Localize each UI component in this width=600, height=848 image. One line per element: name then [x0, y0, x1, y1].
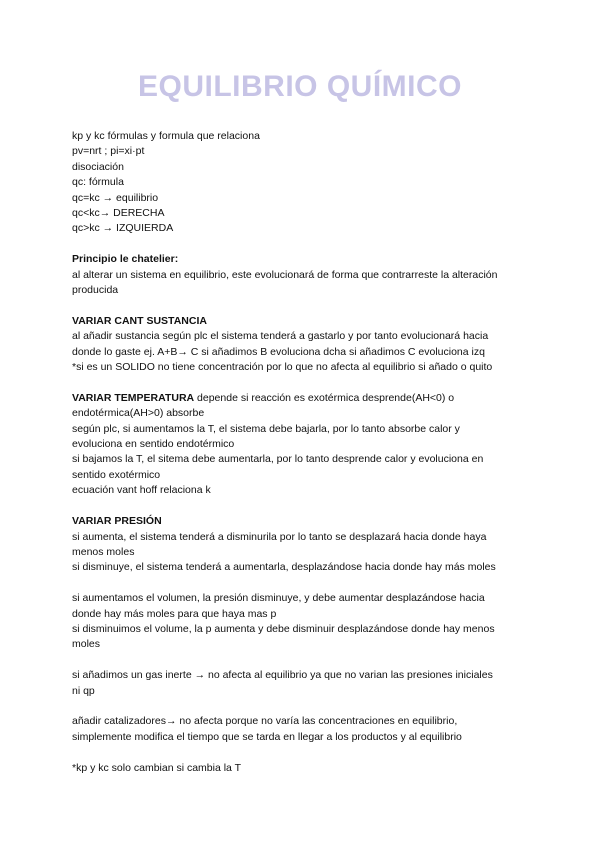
paragraph-line: endotérmica(AH>0) absorbe — [72, 407, 205, 420]
paragraph-line: ni qp — [72, 684, 95, 697]
spacer — [72, 576, 532, 591]
spacer — [72, 745, 532, 760]
footnote: *kp y kc solo cambian si cambia la T — [72, 761, 242, 774]
document-body — [72, 129, 532, 776]
spacer — [72, 375, 532, 390]
section-heading-chatelier: Principio le chatelier: — [72, 253, 179, 266]
paragraph-line: añadir catalizadores→ no afecta porque no varía las concentraciones en equilibrio, — [72, 715, 458, 728]
paragraph-line: sentido exotérmico — [72, 468, 161, 481]
section-heading-cant-sustancia: VARIAR CANT SUSTANCIA — [72, 314, 207, 327]
paragraph-line: producida — [72, 284, 119, 297]
paragraph-line: moles — [72, 638, 101, 651]
intro-line: qc<kc→ DERECHA — [72, 207, 165, 220]
paragraph-line: donde lo gaste ej. A+B→ C si añadimos B evoluciona dcha si añadimos C evoluciona izq — [72, 345, 485, 358]
paragraph-line — [72, 391, 532, 406]
intro-line: kp y kc fórmulas y formula que relaciona — [72, 130, 260, 142]
intro-line: disociación — [72, 160, 124, 173]
section-heading-temperatura: VARIAR TEMPERATURA — [72, 391, 195, 404]
paragraph-line: evoluciona en sentido endotérmico — [72, 438, 235, 451]
spacer — [72, 699, 532, 714]
paragraph-line: simplemente modifica el tiempo que se tarda en llegar a los productos y al equilibrio — [72, 730, 462, 743]
section-heading-presion: VARIAR PRESIÓN — [72, 515, 162, 528]
spacer — [72, 237, 532, 252]
spacer — [72, 499, 532, 514]
paragraph-line: si aumentamos el volumen, la presión disminuye, y debe aumentar desplazándose hacia — [72, 592, 485, 605]
paragraph-line: según plc, si aumentamos la T, el sistema debe bajarla, por lo tanto absorbe calor y — [72, 422, 460, 435]
spacer — [72, 298, 532, 313]
intro-line: qc=kc → equilibrio — [72, 191, 159, 204]
page-title: EQUILIBRIO QUÍMICO — [138, 70, 462, 103]
paragraph-line: si añadimos un gas inerte → no afecta al equilibrio ya que no varian las presiones iniciales — [72, 669, 493, 682]
paragraph-text: depende si reacción es exotérmica desprende(AH<0) o — [194, 391, 455, 404]
paragraph-line: si aumenta, el sistema tenderá a disminurila por lo tanto se desplazará hacia donde haya — [72, 530, 487, 543]
paragraph-line: si bajamos la T, el sitema debe aumentarla, por lo tanto desprende calor y evoluciona en — [72, 453, 484, 466]
paragraph-line: al alterar un sistema en equilibrio, este evolucionará de forma que contrarreste la alteración — [72, 268, 498, 281]
paragraph-line: donde hay más moles para que haya mas p — [72, 607, 277, 620]
paragraph-line: al añadir sustancia según plc el sistema tenderá a gastarlo y por tanto evolucionará hacia — [72, 330, 489, 343]
paragraph-line: menos moles — [72, 545, 135, 558]
paragraph-line: ecuación vant hoff relaciona k — [72, 484, 211, 497]
paragraph-line: si disminuimos el volume, la p aumenta y debe disminuir desplazándose donde hay menos — [72, 622, 495, 635]
intro-line: qc>kc → IZQUIERDA — [72, 222, 174, 235]
paragraph-line: si disminuye, el sistema tenderá a aumentarla, desplazándose hacia donde hay más moles — [72, 561, 496, 574]
intro-line: pv=nrt ; pi=xi·pt — [72, 145, 145, 158]
paragraph-line: *si es un SOLIDO no tiene concentración por lo que no afecta al equilibrio si añado o quito — [72, 361, 493, 374]
spacer — [72, 653, 532, 668]
intro-line: qc: fórmula — [72, 176, 124, 189]
